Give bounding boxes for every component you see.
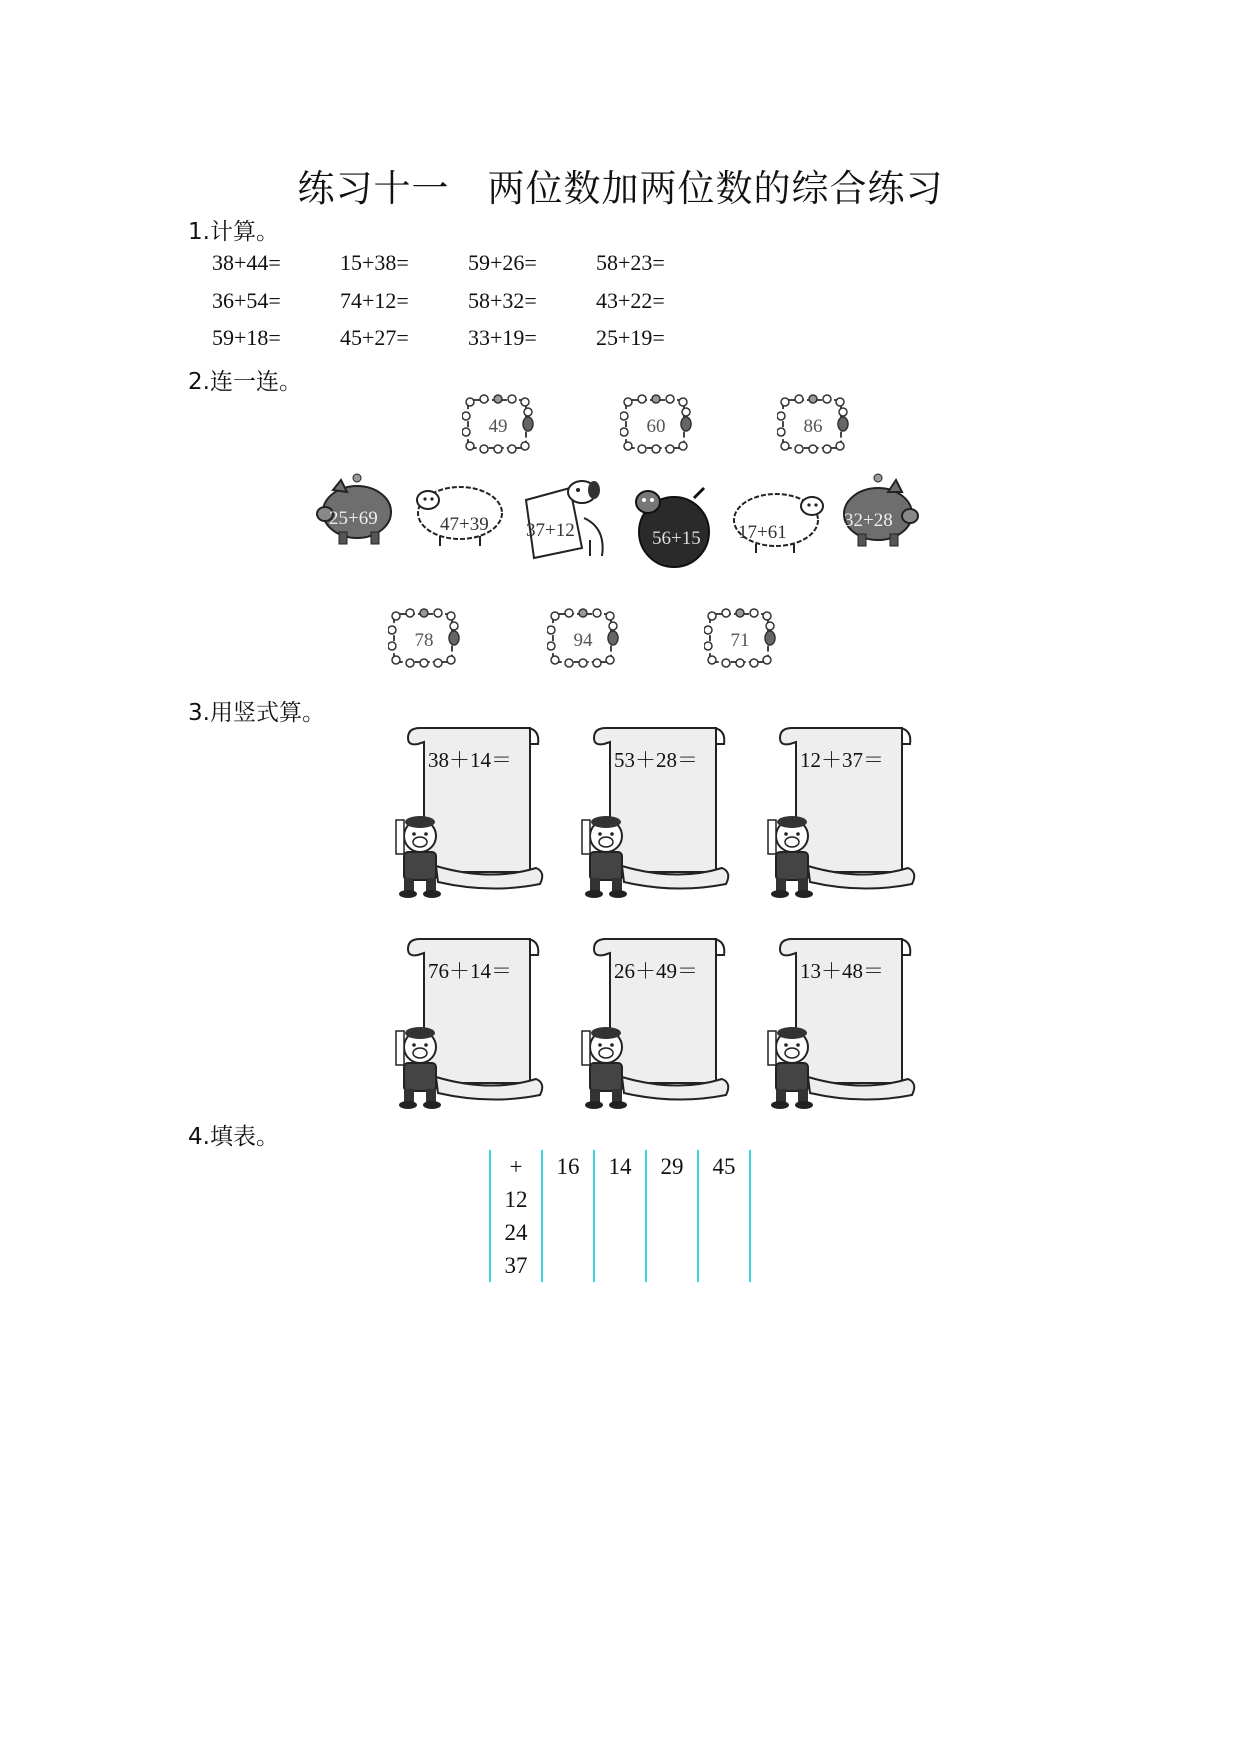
addition-table [489,1150,751,1282]
animal-expr: 25+69 [329,508,378,529]
table-cell[interactable] [646,1183,698,1216]
animal-card[interactable] [628,486,718,568]
calc-item: 33+19= [468,325,537,350]
table-cell[interactable] [646,1216,698,1249]
animal-expr: 17+61 [738,522,787,543]
bead-frame-top[interactable] [620,394,692,456]
vertical-expr: 76＋14＝ [428,959,512,983]
match-number: 78 [414,630,434,651]
match-number: 49 [488,416,508,437]
animal-card[interactable] [315,470,395,550]
calc-item: 15+38= [340,250,409,275]
vertical-calc-card[interactable] [566,933,736,1113]
bead-frame-bottom[interactable] [547,608,619,670]
table-col-header: 45 [698,1150,750,1183]
table-cell[interactable] [646,1249,698,1282]
sheep-icon [410,478,505,548]
bead-frame-top[interactable] [462,394,534,456]
calc-item: 74+12= [340,288,409,313]
calc-item: 36+54= [212,288,281,313]
animal-card[interactable] [838,470,920,552]
table-col-header: 29 [646,1150,698,1183]
vertical-expr: 38＋14＝ [428,748,512,772]
match-number: 60 [646,416,666,437]
vertical-expr: 26＋49＝ [614,959,698,983]
monkey-apple-icon [628,486,718,568]
section-3-heading: 3.用竖式算。 [188,700,325,726]
match-number: 71 [730,630,750,651]
table-row [490,1183,750,1216]
calc-item: 25+19= [596,325,665,350]
animal-card[interactable] [410,478,505,548]
table-col-header: 14 [594,1150,646,1183]
animal-expr: 32+28 [844,510,893,531]
vertical-calc-card[interactable] [380,722,550,902]
calc-item: 45+27= [340,325,409,350]
animal-expr: 37+12 [526,520,575,541]
vertical-expr: 13＋48＝ [800,959,884,983]
animal-card[interactable] [730,484,830,554]
match-number: 86 [803,416,823,437]
table-row [490,1216,750,1249]
calc-item: 58+32= [468,288,537,313]
table-row-header: 24 [490,1216,542,1249]
table-row-header: 12 [490,1183,542,1216]
bead-frame-bottom[interactable] [388,608,460,670]
animal-card[interactable] [520,478,612,564]
table-col-header: 16 [542,1150,594,1183]
section-2-heading: 2.连一连。 [188,369,302,395]
table-cell[interactable] [542,1249,594,1282]
table-cell[interactable] [542,1183,594,1216]
vertical-expr: 12＋37＝ [800,748,884,772]
page-title: 练习十一 两位数加两位数的综合练习 [297,167,944,210]
bead-frame-top[interactable] [777,394,849,456]
calc-item: 59+26= [468,250,537,275]
section-4-heading: 4.填表。 [188,1124,279,1150]
table-cell[interactable] [698,1216,750,1249]
table-cell[interactable] [594,1183,646,1216]
vertical-calc-card[interactable] [752,933,922,1113]
match-number: 94 [573,630,593,651]
table-row-header: 37 [490,1249,542,1282]
section-1-heading: 1.计算。 [188,219,279,245]
table-cell[interactable] [542,1216,594,1249]
table-cell[interactable] [594,1216,646,1249]
calc-item: 38+44= [212,250,281,275]
table-cell[interactable] [698,1249,750,1282]
table-row [490,1150,750,1183]
table-cell[interactable] [698,1183,750,1216]
calc-item: 58+23= [596,250,665,275]
vertical-calc-card[interactable] [566,722,736,902]
bead-frame-bottom[interactable] [704,608,776,670]
vertical-calc-card[interactable] [380,933,550,1113]
table-cell[interactable] [594,1249,646,1282]
calc-item: 43+22= [596,288,665,313]
animal-expr: 47+39 [440,514,489,535]
table-row [490,1249,750,1282]
calc-item: 59+18= [212,325,281,350]
vertical-expr: 53＋28＝ [614,748,698,772]
table-corner: + [490,1150,542,1183]
animal-expr: 56+15 [652,528,701,549]
vertical-calc-card[interactable] [752,722,922,902]
